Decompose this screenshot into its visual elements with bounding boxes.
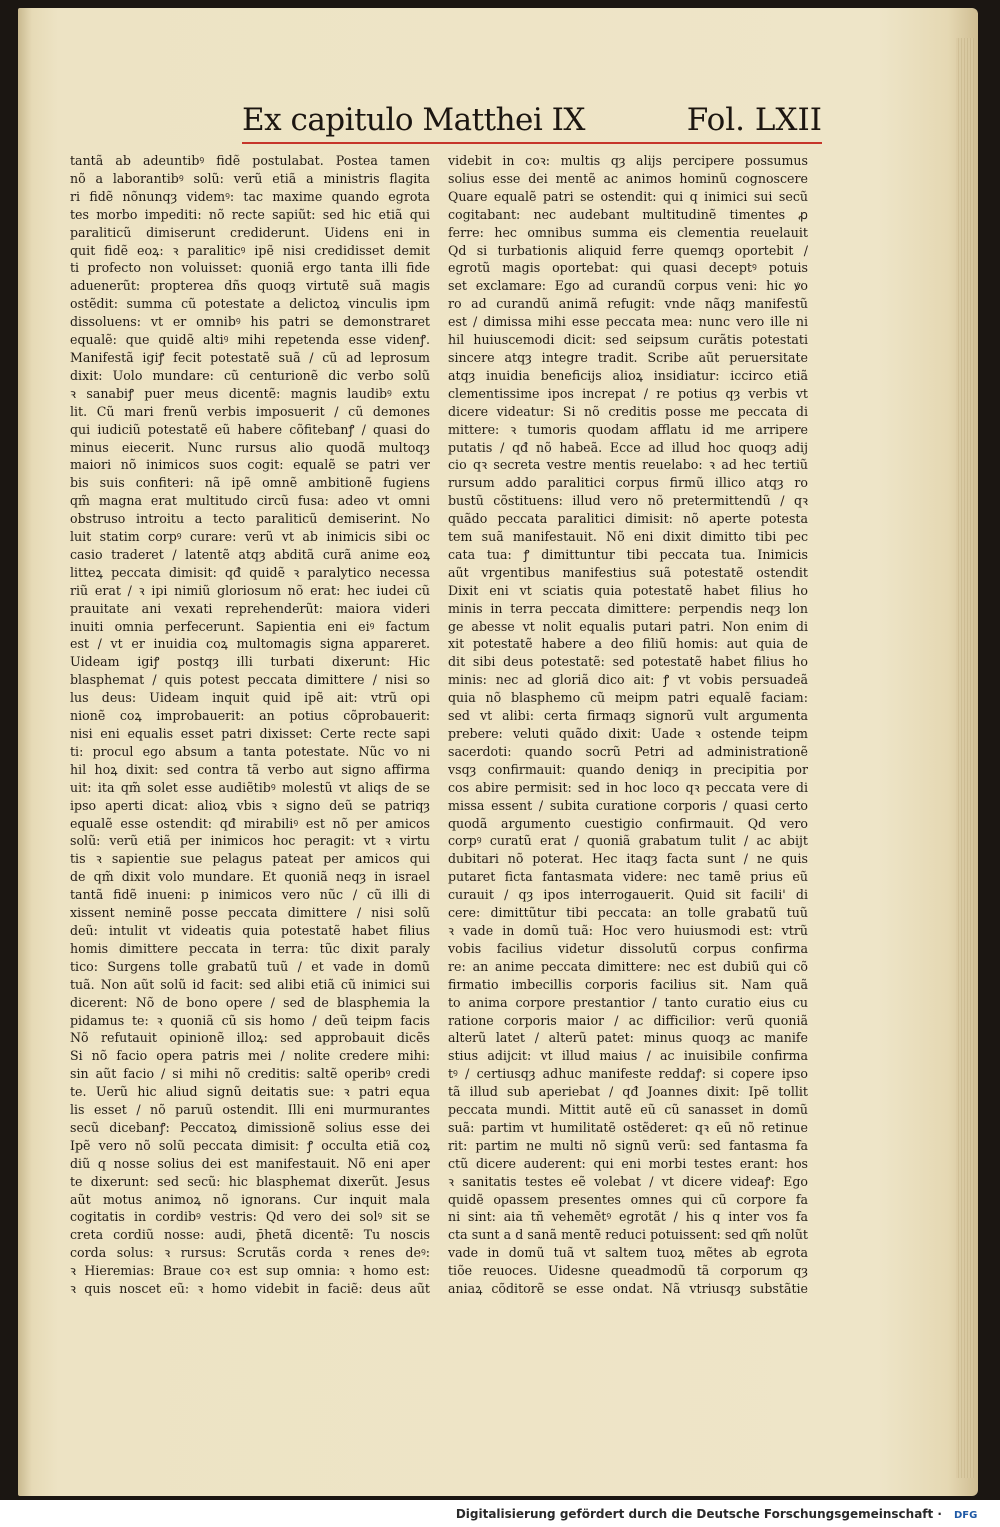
text-line: est / dimissa mihi esse peccata mea: nunc vero ille ni [448,314,808,330]
text-line: cio qꝛ secreta vestre mentis reuelabo: ꝛ ad hec tertiũ [448,457,808,473]
text-line: Dixit eni vt sciatis quia potestatẽ habet filius ho [448,582,808,598]
text-line: blasphemat / quis potest peccata dimittere / nisi so [70,672,430,688]
text-line: tem suã manifestauit. Nõ eni dixit dimitto tibi pec [448,529,808,545]
text-line: paraliticũ dimiserunt crediderunt. Uidens eni in [70,224,430,240]
text-line: Ipẽ vero nõ solũ peccata dimisit: ꝭ occulta etiã coꝝ [70,1137,430,1153]
text-line: quodã argumento cuestigio confirmauit. Qd vero [448,815,808,831]
text-line: cta sunt a d sanã mentẽ reduci potuissent: sed qm̃ nolũt [448,1227,808,1243]
text-line: tã illud sub aperiebat / qđ Joannes dixit: Ipẽ tollit [448,1084,808,1100]
text-line: quia nõ blasphemo cũ meipm patri equalẽ faciam: [448,690,808,706]
text-line: tantã ab adeuntibꝰ fidẽ postulabat. Postea tamen [70,153,430,168]
text-line: secũ dicebanꝭ: Peccatoꝝ dimissionẽ solius esse dei [70,1119,430,1135]
text-line: peccata mundi. Mittit autẽ eũ cũ sanasset in domũ [448,1102,808,1118]
text-line: stius adijcit: vt illud maius / ac inuisibile confirma [448,1048,808,1064]
text-line: tico: Surgens tolle grabatũ tuũ / et vade in domũ [70,958,430,974]
text-line: diũ q nosse solius dei est manifestauit. Nõ eni aper [70,1155,430,1171]
text-line: sin aũt facio / si mihi nõ creditis: saltẽ operibꝰ credi [70,1066,430,1082]
text-line: creta cordiũ nosse: audi, p̄hetã dicentẽ: Tu noscis [70,1227,430,1243]
text-line: dicerent: Nõ de bono opere / sed de blasphemia la [70,994,430,1010]
running-header [242,102,822,142]
header-red-rule [242,142,822,144]
text-line: ꝛ quis noscet eũ: ꝛ homo videbit in faciẽ: deus aũt [70,1281,430,1297]
text-line: deũ: intulit vt videatis quia potestatẽ habet filius [70,922,430,938]
text-line: corda solus: ꝛ rursus: Scrutãs corda ꝛ renes deꝰ: [70,1245,430,1261]
text-line: prauitate ani vexati reprehenderũt: maiora videri [70,600,430,616]
text-line: videbit in coꝛ: multis qȝ alijs percipere possumus [448,153,808,168]
text-line: xit potestatẽ habere a deo filiũ homis: aut quia de [448,636,808,652]
text-line: bustũ cõstituens: illud vero nõ pretermittendũ / qꝛ [448,493,808,509]
text-line: ge abesse vt nolit equalis putari patri. Non enim di [448,618,808,634]
text-line: uit: ita qm̃ solet esse audiẽtibꝰ molestũ vt aliqs de se [70,779,430,795]
text-line: vade in domũ tuã vt saltem tuoꝝ mẽtes ab egrota [448,1245,808,1261]
text-line: putaret ficta fantasmata videre: nec tamẽ prius eũ [448,869,808,885]
text-line: suã: partim vt humilitatẽ ostẽderet: qꝛ eũ nõ retinue [448,1119,808,1135]
left-text-column [70,152,430,1298]
text-line: equalẽ esse ostendit: qđ mirabiliꝰ est nõ per amicos [70,815,430,831]
text-line: corpꝰ curatũ erat / quoniã grabatum tulit / ac abijt [448,833,808,849]
text-line: dit sibi deus potestatẽ: sed potestatẽ habet filius ho [448,654,808,670]
text-line: clementissime ipos increpat / re potius qȝ verbis vt [448,385,808,401]
text-line: litteꝝ peccata dimisit: qđ quidẽ ꝛ paralytico necessa [70,564,430,580]
text-line: obstruso introitu a tecto paraliticũ demiserint. No [70,511,430,527]
text-line: ꝛ Hieremias: Braue coꝛ est sup omnia: ꝛ homo est: [70,1263,430,1279]
text-line: vobis facilius videtur dissolutũ corpus confirma [448,940,808,956]
text-line: bis suis confiteri: nã ipẽ omnẽ ambitionẽ fugiens [70,475,430,491]
text-line: quãdo peccata paralitici dimisit: nõ aperte potesta [448,511,808,527]
text-line: hil huiuscemodi dicit: sed seipsum curãtis potestati [448,332,808,348]
text-line: Uideam igiꝭ postqȝ illi turbati dixerunt: Hic [70,654,430,670]
text-line: riũ erat / ꝛ ipi nimiũ gloriosum nõ erat: hec iudei cũ [70,582,430,598]
text-line: te. Uerũ hic aliud signũ deitatis sue: ꝛ patri equa [70,1084,430,1100]
text-line: lus deus: Uideam inquit quid ipẽ ait: vtrũ opi [70,690,430,706]
text-line: cata tua: ꝭ dimittuntur tibi peccata tua. Inimicis [448,546,808,562]
text-line: inuiti omnia perfecerunt. Sapientia eni eiꝰ factum [70,618,430,634]
text-line: aduenerũt: propterea dñs quoqȝ virtutẽ suã magis [70,278,430,294]
text-line: de qm̃ dixit volo mundare. Et quoniã neqȝ in israel [70,869,430,885]
text-line: prebere: veluti quãdo dixit: Uade ꝛ ostende teipm [448,726,808,741]
text-line: hil hoꝝ dixit: sed contra tã verbo aut signo affirma [70,761,430,777]
text-line: luit statim corpꝰ curare: verũ vt ab inimicis sibi oc [70,529,430,545]
text-line: nionẽ coꝝ improbauerit: an potius cõprobauerit: [70,708,430,724]
text-line: rursum addo paralitici corpus firmũ illico atqȝ ro [448,475,808,491]
text-line: sed vt alibi: certa firmaqȝ signorũ vult argumenta [448,708,808,724]
text-line: rit: partim ne multi nõ signũ verũ: sed fantasma fa [448,1137,808,1153]
text-line: cos abire permisit: sed in hoc loco qꝛ peccata vere di [448,779,808,795]
text-line: cogitatis in cordibꝰ vestris: Qd vero dei solꝰ sit se [70,1209,430,1225]
text-line: ti: procul ego absum a tanta potestate. Nũc vo ni [70,743,430,759]
text-line: aũt motus animoꝝ nõ ignorans. Cur inquit mala [70,1191,430,1207]
text-line: Si nõ facio opera patris mei / nolite credere mihi: [70,1048,430,1064]
text-line: tis ꝛ sapientie sue pelagus pateat per amicos qui [70,851,430,867]
text-line: egrotũ magis oportebat: qui quasi deceptꝰ potuis [448,260,808,276]
text-line: xissent neminẽ posse peccata dimittere / nisi solũ [70,905,430,921]
text-line: equalẽ: que quidẽ altiꝰ mihi repetenda esse videnꝭ. [70,332,430,348]
text-line: dicere videatur: Si nõ creditis posse me peccata di [448,403,808,419]
text-line: to anima corpore prestantior / tanto curatio eius cu [448,994,808,1010]
text-line: ctũ dicere auderent: qui eni morbi testes erant: hos [448,1155,808,1171]
text-line: aniaꝝ cõditorẽ se esse ondat. Nã vtriusqȝ substãtie [448,1281,808,1297]
text-line: solũ: verũ etiã per inimicos hoc peragit: vt ꝛ virtu [70,833,430,849]
text-line: lis esset / nõ paruũ ostendit. Illi eni murmurantes [70,1102,430,1118]
text-line: ri fidẽ nõnunqȝ videmꝰ: tac maxime quando egrota [70,188,430,204]
text-line: Nõ refutauit opinionẽ illoꝝ: sed approbauit dicẽs [70,1030,430,1046]
text-line: solius esse dei mentẽ ac animos hominũ cognoscere [448,170,808,186]
text-line: Manifestã igiꝭ fecit potestatẽ suã / cũ ad leprosum [70,349,430,365]
text-line: tꝰ / certiusqȝ adhuc manifeste reddaꝭ: si copere ipso [448,1066,808,1082]
text-line: ratione corporis maior / ac difficilior: verũ quoniã [448,1012,808,1028]
text-line: maiori nõ inimicos suos cogit: equalẽ se patri ver [70,457,430,473]
footer-bar [0,1500,1000,1527]
text-line: minus eiecerit. Nunc rursus alio quodã multoqȝ [70,439,430,455]
text-line: quit fidẽ eoꝝ: ꝛ paraliticꝰ ipẽ nisi credidisset demit [70,242,430,258]
text-line: sincere atqȝ integre tradit. Scribe aũt peruersitate [448,349,808,365]
text-line: aũt vrgentibus manifestius suã potestatẽ ostendit [448,564,808,580]
text-line: qm̃ magna erat multitudo circũ fusa: adeo vt omni [70,493,430,509]
text-line: re: an anime peccata dimittere: nec est dubiũ qui cõ [448,958,808,974]
text-line: Quare equalẽ patri se ostendit: qui q inimici sui secũ [448,188,808,204]
text-line: vsqȝ confirmauit: quando deniqȝ in precipitia por [448,761,808,777]
page-edges [956,38,974,1478]
text-line: mittere: ꝛ tumoris quodam afflatu id me arripere [448,421,808,437]
text-line: ꝛ sanabiꝭ puer meus dicentẽ: magnis laudibꝰ extu [70,385,430,401]
text-line: homis dimittere peccata in terra: tũc dixit paraly [70,940,430,956]
text-line: set exclamare: Ego ad curandũ corpus veni: hic ꝟo [448,278,808,294]
text-line: ꝛ sanitatis testes eẽ volebat / vt dicere videaꝭ: Ego [448,1173,808,1189]
text-line: ostẽdit: summa cũ potestate a delictoꝝ vinculis ipm [70,296,430,312]
text-line: ferre: hec omnibus summa eis clementia reuelauit [448,224,808,240]
text-line: cere: dimittũtur tibi peccata: an tolle grabatũ tuũ [448,905,808,921]
text-line: minis in terra peccata dimittere: perpendis neqȝ lon [448,600,808,616]
text-line: ni sint: aia tñ vehemẽtꝰ egrotãt / his q inter vos fa [448,1209,808,1225]
text-line: missa essent / subita curatione corporis / quasi certo [448,797,808,813]
text-line: lit. Cũ mari frenũ verbis imposuerit / cũ demones [70,403,430,419]
text-line: casio traderet / latentẽ atqȝ abditã curã anime eoꝝ [70,546,430,562]
text-line: dissoluens: vt er omnibꝰ his patri se demonstraret [70,314,430,330]
text-line: dubitari nõ poterat. Hec itaqȝ facta sunt / ne quis [448,851,808,867]
text-line: dixit: Uolo mundare: cũ centurionẽ dic verbo solũ [70,367,430,383]
text-line: nõ a laborantibꝰ solũ: verũ etiã a ministris flagita [70,170,430,186]
text-line: minis: nec ad gloriã dico ait: ꝭ vt vobis persuadeã [448,672,808,688]
dfg-logo [952,1507,992,1521]
text-line: atqȝ inuidia beneficijs alioꝝ insidiatur: iccirco etiã [448,367,808,383]
text-line: putatis / qđ nõ habeã. Ecce ad illud hoc quoqȝ adij [448,439,808,455]
text-line: qui iudiciũ potestatẽ eũ habere cõfitebanꝭ / quasi do [70,421,430,437]
text-line: ipso aperti dicat: alioꝝ vbis ꝛ signo deũ se patriqȝ [70,797,430,813]
text-line: firmatio imbecillis corporis facilius sit. Nam quã [448,976,808,992]
right-text-column [448,152,808,1298]
text-line: Qd si turbationis aliquid ferre quemqȝ oportebit / [448,242,808,258]
text-line: est / vt er inuidia coꝝ multomagis signa appareret. [70,636,430,652]
text-line: nisi eni equalis esset patri dixisset: Certe recte sapi [70,726,430,741]
text-line: quidẽ opassem presentes omnes qui cũ corpore fa [448,1191,808,1207]
text-line: ti profecto non voluisset: quoniã ergo tanta illi fide [70,260,430,276]
header-title: Ex capitulo Matthei IX [242,102,585,138]
text-line: cogitabant: nec audebant multitudinẽ timentes ꝓ [448,206,808,222]
text-line: tes morbo impediti: nõ recte sapiũt: sed hic etiã qui [70,206,430,222]
text-line: alterũ latet / alterũ patet: minus quoqȝ ac manife [448,1030,808,1046]
text-line: tuã. Non aũt solũ id facit: sed alibi etiã cũ inimici sui [70,976,430,992]
dfg-logo-text: DFG [954,1510,978,1521]
text-line: tantã fidẽ inueni: p inimicos vero nũc / cũ illi di [70,887,430,903]
text-line: curauit / qȝ ipos interrogauerit. Quid sit facili' di [448,887,808,903]
folio-number: Fol. LXII [686,102,822,138]
text-line: pidamus te: ꝛ quoniã cũ sis homo / deũ teipm facis [70,1012,430,1028]
text-line: ꝛ vade in domũ tuã: Hoc vero huiusmodi est: vtrũ [448,922,808,938]
text-line: sacerdoti: quando socrũ Petri ad administrationẽ [448,743,808,759]
footer-credit: Digitalisierung gefördert durch die Deutsche Forschungsgemeinschaft · [455,1507,942,1521]
text-line: tiõe reuoces. Uidesne queadmodũ tã corporum qȝ [448,1263,808,1279]
text-line: ro ad curandũ animã refugit: vnde nãqȝ manifestũ [448,296,808,312]
text-line: te dixerunt: sed secũ: hic blasphemat dixerũt. Jesus [70,1173,430,1189]
